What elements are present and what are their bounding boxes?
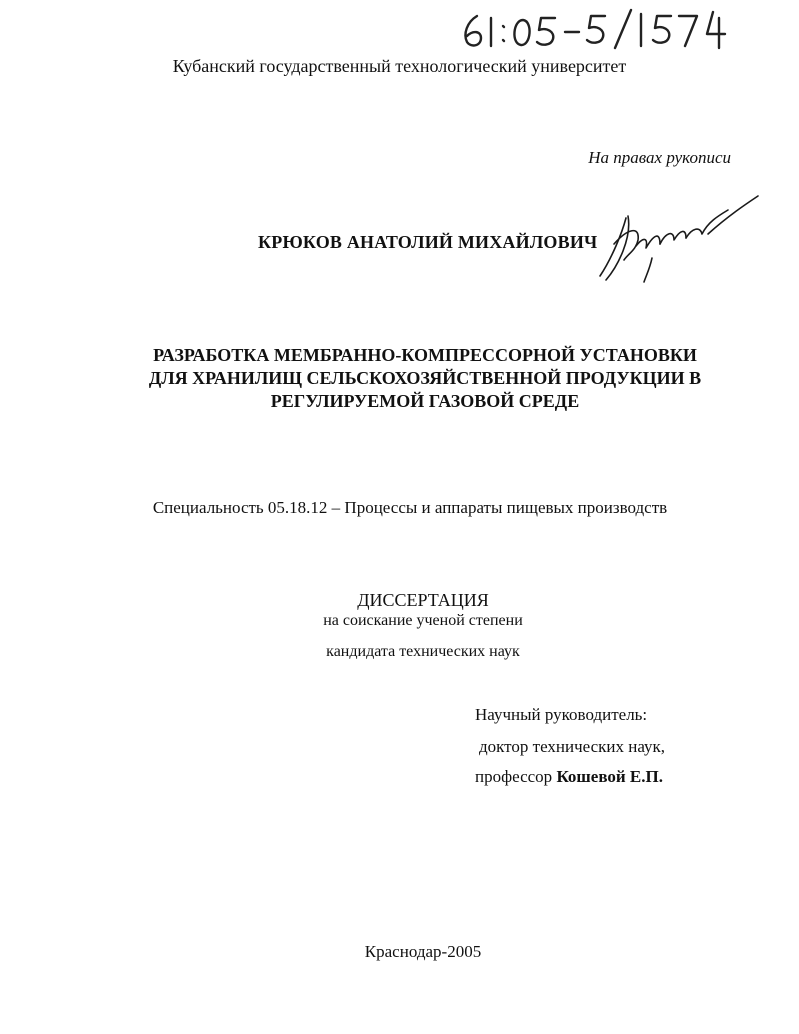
catalog-number-drawing [455,4,755,54]
catalog-number-handwritten [455,4,755,54]
title-line-3: РЕГУЛИРУЕМОЙ ГАЗОВОЙ СРЕДЕ [270,391,580,411]
supervisor-name: Кошевой Е.П. [556,767,663,786]
dissertation-title [100,344,750,413]
author-name: КРЮКОВ АНАТОЛИЙ МИХАЙЛОВИЧ [258,232,598,252]
supervisor-label: Научный руководитель: [475,705,648,724]
rights-note: На правах рукописи [588,148,731,167]
title-line-1: РАЗРАБОТКА МЕМБРАННО-КОМПРЕССОРНОЙ УСТАНОВКИ [153,345,697,365]
supervisor-degree: доктор технических наук, [479,737,666,756]
city-year: Краснодар-2005 [364,942,482,961]
degree-line-1: на соискание ученой степени [323,612,523,629]
title-line-2: ДЛЯ ХРАНИЛИЩ СЕЛЬСКОХОЗЯЙСТВЕННОЙ ПРОДУКЦИИ В [148,368,702,388]
author-signature [588,188,763,288]
signature-drawing [588,188,763,288]
university-name: Кубанский государственный технологический университет [172,56,627,76]
supervisor-title: профессор [475,767,553,786]
specialty: Специальность 05.18.12 – Процессы и аппараты пищевых производств [152,498,668,517]
document-type: ДИССЕРТАЦИЯ [357,590,489,610]
supervisor-line [475,767,663,787]
degree-line-2: кандидата технических наук [326,643,520,660]
